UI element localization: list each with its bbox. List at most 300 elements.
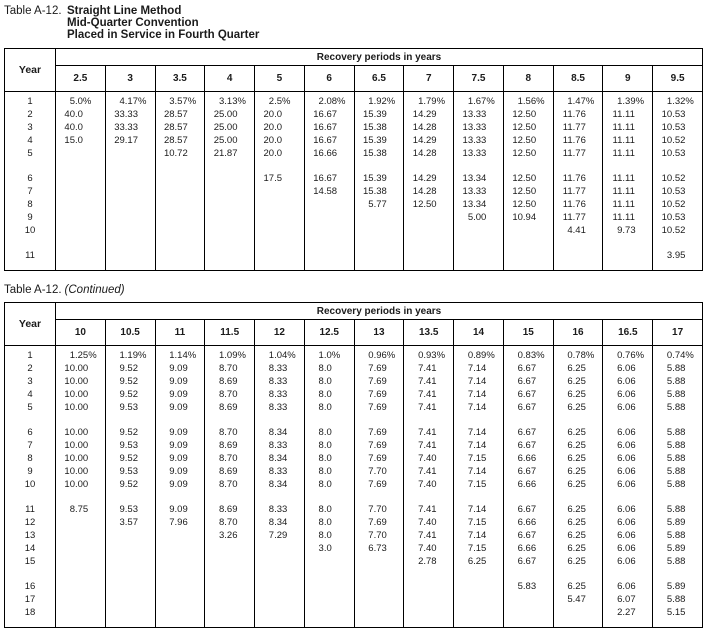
spacer-cell [503,160,553,172]
value-cell [205,211,255,224]
value-cell: 6 .06 [603,465,653,478]
value-cell: 6 .06 [603,362,653,375]
value-cell: 8 .0 [304,426,354,439]
table2-label: Table A-12. [4,284,62,296]
table-row [5,92,703,108]
value-cell: 8 .0 [304,478,354,491]
spacer-cell [503,237,553,249]
value-cell: 6 .07 [603,593,653,606]
spacer-cell [304,237,354,249]
spacer-cell [56,160,106,172]
value-cell: 15 .38 [354,185,404,198]
value-cell: 11 .77 [553,185,603,198]
recovery-period-column-header: 5 [255,66,305,92]
value-cell: 6 .67 [503,362,553,375]
value-cell [155,172,205,185]
value-cell: 20 .0 [255,108,305,121]
value-cell [56,224,106,237]
recovery-period-column-header: 7 [404,66,454,92]
value-cell [155,542,205,555]
value-cell: 5 .88 [653,593,703,606]
value-cell: 8 .69 [205,439,255,452]
value-cell: 6 .67 [503,465,553,478]
value-cell: 6 .25 [553,465,603,478]
value-cell [603,249,653,262]
value-cell [354,224,404,237]
value-cell: 6 .25 [553,516,603,529]
value-cell: 16 .67 [304,172,354,185]
value-cell [454,606,504,619]
spacer-cell [5,568,56,580]
year-column-header: Year [5,49,56,92]
spacer-cell [304,491,354,503]
value-cell [454,249,504,262]
value-cell: 8 .0 [304,388,354,401]
value-cell [56,593,106,606]
value-cell [56,555,106,568]
value-cell: 7 .70 [354,465,404,478]
table-row [5,108,703,121]
spacer-cell [304,619,354,628]
value-cell [553,249,603,262]
value-cell: 10 .00 [56,478,106,491]
value-cell: 10 .00 [56,465,106,478]
recovery-period-column-header: 11 [155,320,205,346]
spacer-cell [653,160,703,172]
value-cell: 13 .33 [454,121,504,134]
value-cell: 12 .50 [503,121,553,134]
value-cell: 8 .34 [255,516,305,529]
value-cell [354,606,404,619]
spacer-cell [255,237,305,249]
value-cell: 1 .32% [653,92,703,108]
value-cell [304,198,354,211]
spacer-cell [653,619,703,628]
value-cell [553,606,603,619]
table-row [5,121,703,134]
spacer-cell [155,568,205,580]
value-cell: 9 .09 [155,478,205,491]
spacer-cell [56,414,106,426]
value-cell: 14 .28 [404,147,454,160]
spacer-cell [603,491,653,503]
spacer-cell [304,262,354,271]
spacer-cell [205,160,255,172]
year-cell: 6 [5,426,56,439]
value-cell: 6 .67 [503,439,553,452]
value-cell: 1 .79% [404,92,454,108]
value-cell: 2 .08% [304,92,354,108]
value-cell: 6 .06 [603,542,653,555]
recovery-period-column-header: 14 [454,320,504,346]
value-cell [304,593,354,606]
value-cell: 7 .70 [354,503,404,516]
spacer-cell [354,160,404,172]
value-cell [56,147,106,160]
value-cell: 5 .88 [653,555,703,568]
value-cell: 7 .41 [404,401,454,414]
table-row [5,593,703,606]
spacer-cell [404,619,454,628]
value-cell: 6 .67 [503,503,553,516]
value-cell: 7 .41 [404,439,454,452]
value-cell: 10 .53 [653,108,703,121]
value-cell: 5 .89 [653,542,703,555]
recovery-periods-span-header: Recovery periods in years [56,303,703,320]
value-cell: 5 .88 [653,529,703,542]
spacer-cell [454,262,504,271]
value-cell: 8 .33 [255,503,305,516]
value-cell: 16 .67 [304,108,354,121]
table1-title-line-1: Straight Line Method [67,5,182,17]
value-cell: 10 .00 [56,426,106,439]
spacer-cell [354,262,404,271]
recovery-period-column-header: 9.5 [653,66,703,92]
value-cell: 6 .06 [603,529,653,542]
value-cell: 15 .39 [354,134,404,147]
depreciation-table-fourth-quarter [4,48,703,271]
year-cell: 11 [5,503,56,516]
value-cell: 10 .52 [653,172,703,185]
value-cell: 9 .52 [105,478,155,491]
value-cell [205,555,255,568]
spacer-cell [503,262,553,271]
value-cell: 25 .00 [205,108,255,121]
value-cell: 1 .09% [205,346,255,362]
value-cell: 7 .40 [404,542,454,555]
value-cell: 6 .25 [553,478,603,491]
value-cell [205,593,255,606]
value-cell: 6 .25 [553,388,603,401]
spacer-cell [404,414,454,426]
value-cell [404,593,454,606]
spacer-cell [653,262,703,271]
value-cell: 11 .77 [553,211,603,224]
value-cell: 7 .41 [404,529,454,542]
recovery-period-column-header: 2.5 [56,66,106,92]
year-cell: 5 [5,147,56,160]
value-cell: 8 .0 [304,452,354,465]
table-row [5,172,703,185]
value-cell: 15 .38 [354,147,404,160]
value-cell: 11 .76 [553,108,603,121]
spacer-cell [255,568,305,580]
value-cell: 14 .58 [304,185,354,198]
value-cell [56,516,106,529]
table-row [5,516,703,529]
table-row [5,439,703,452]
table1-title [67,5,259,41]
value-cell: 1 .67% [454,92,504,108]
value-cell: 6 .67 [503,388,553,401]
spacer-cell [454,237,504,249]
spacer-cell [553,160,603,172]
value-cell [56,211,106,224]
year-cell: 17 [5,593,56,606]
value-cell: 1 .0% [304,346,354,362]
year-cell: 10 [5,224,56,237]
value-cell: 20 .0 [255,147,305,160]
table-row [5,224,703,237]
value-cell: 9 .53 [105,503,155,516]
value-cell: 5 .88 [653,375,703,388]
value-cell: 11 .11 [603,108,653,121]
recovery-period-column-header: 10 [56,320,106,346]
value-cell: 0 .76% [603,346,653,362]
value-cell: 7 .14 [454,426,504,439]
value-cell: 5 .15 [653,606,703,619]
value-cell [56,542,106,555]
value-cell [205,606,255,619]
value-cell: 2 .5% [255,92,305,108]
value-cell: 7 .40 [404,478,454,491]
spacer-cell [155,237,205,249]
value-cell: 8 .34 [255,426,305,439]
value-cell: 5 .89 [653,580,703,593]
value-cell: 5 .88 [653,426,703,439]
value-cell: 9 .09 [155,388,205,401]
value-cell: 15 .39 [354,108,404,121]
value-cell: 5 .77 [354,198,404,211]
value-cell: 10 .00 [56,439,106,452]
value-cell: 8 .69 [205,465,255,478]
value-cell: 7 .41 [404,375,454,388]
value-cell: 7 .41 [404,426,454,439]
value-cell [205,249,255,262]
recovery-period-column-header: 15 [503,320,553,346]
spacer-cell [304,160,354,172]
spacer-cell [354,619,404,628]
value-cell [354,211,404,224]
recovery-period-column-header: 16 [553,320,603,346]
value-cell: 6 .25 [553,555,603,568]
value-cell: 6 .06 [603,452,653,465]
recovery-period-column-header: 13 [354,320,404,346]
value-cell: 33 .33 [105,121,155,134]
value-cell [255,249,305,262]
spacer-cell [105,160,155,172]
value-cell: 0 .93% [404,346,454,362]
value-cell: 10 .53 [653,185,703,198]
value-cell: 8 .0 [304,529,354,542]
value-cell: 5 .89 [653,516,703,529]
value-cell: 1 .04% [255,346,305,362]
table2-continued-label: (Continued) [64,284,125,296]
value-cell [105,147,155,160]
spacer-cell [404,160,454,172]
value-cell [354,555,404,568]
spacer-cell [354,414,404,426]
value-cell: 9 .53 [105,439,155,452]
value-cell: 8 .69 [205,503,255,516]
value-cell: 11 .76 [553,134,603,147]
table1-title-line-3: Placed in Service in Fourth Quarter [67,29,260,41]
value-cell [105,580,155,593]
value-cell: 8 .0 [304,516,354,529]
recovery-period-column-header: 6 [304,66,354,92]
value-cell: 6 .25 [553,503,603,516]
spacer-cell [603,160,653,172]
value-cell [105,211,155,224]
value-cell: 5 .88 [653,452,703,465]
value-cell [503,249,553,262]
spacer-row [5,414,703,426]
value-cell: 7 .69 [354,516,404,529]
value-cell [304,606,354,619]
value-cell: 7 .69 [354,388,404,401]
year-cell: 2 [5,108,56,121]
value-cell [205,198,255,211]
value-cell: 10 .52 [653,198,703,211]
value-cell: 7 .69 [354,401,404,414]
value-cell: 10 .00 [56,401,106,414]
value-cell: 6 .06 [603,580,653,593]
value-cell: 6 .06 [603,478,653,491]
spacer-cell [553,414,603,426]
value-cell: 6 .06 [603,375,653,388]
value-cell: 6 .67 [503,426,553,439]
value-cell: 8 .0 [304,465,354,478]
value-cell: 7 .69 [354,439,404,452]
value-cell: 10 .53 [653,147,703,160]
value-cell: 1 .56% [503,92,553,108]
year-cell: 4 [5,134,56,147]
value-cell: 6 .25 [553,542,603,555]
value-cell: 7 .14 [454,388,504,401]
value-cell: 8 .0 [304,362,354,375]
value-cell: 9 .53 [105,465,155,478]
year-cell: 7 [5,439,56,452]
value-cell: 3 .57% [155,92,205,108]
spacer-cell [205,414,255,426]
table-row [5,478,703,491]
year-cell: 12 [5,516,56,529]
value-cell [205,580,255,593]
value-cell: 3 .95 [653,249,703,262]
value-cell: 10 .94 [503,211,553,224]
value-cell: 10 .00 [56,452,106,465]
value-cell [304,211,354,224]
value-cell: 14 .28 [404,121,454,134]
spacer-cell [56,262,106,271]
spacer-cell [603,568,653,580]
recovery-periods-span-header: Recovery periods in years [56,49,703,66]
value-cell: 13 .33 [454,147,504,160]
value-cell [255,185,305,198]
value-cell: 33 .33 [105,108,155,121]
value-cell: 5 .88 [653,503,703,516]
value-cell: 5 .83 [503,580,553,593]
value-cell: 10 .53 [653,211,703,224]
value-cell: 21 .87 [205,147,255,160]
value-cell: 8 .69 [205,375,255,388]
value-cell: 9 .53 [105,401,155,414]
value-cell [105,172,155,185]
table-row [5,249,703,262]
year-cell: 1 [5,92,56,108]
value-cell [155,224,205,237]
value-cell: 7 .14 [454,529,504,542]
value-cell [354,580,404,593]
value-cell: 3 .57 [105,516,155,529]
table-row [5,134,703,147]
spacer-cell [404,491,454,503]
spacer-cell [155,491,205,503]
year-cell: 2 [5,362,56,375]
value-cell: 7 .15 [454,452,504,465]
value-cell: 8 .70 [205,452,255,465]
value-cell [105,542,155,555]
value-cell [255,542,305,555]
spacer-cell [205,237,255,249]
value-cell: 6 .06 [603,503,653,516]
value-cell [404,606,454,619]
value-cell: 9 .09 [155,362,205,375]
value-cell: 6 .67 [503,401,553,414]
value-cell: 8 .33 [255,375,305,388]
year-cell: 13 [5,529,56,542]
value-cell: 25 .00 [205,121,255,134]
depreciation-table-fourth-quarter-continued [4,302,703,628]
value-cell [503,224,553,237]
value-cell [105,198,155,211]
value-cell: 7 .41 [404,465,454,478]
spacer-cell [5,414,56,426]
value-cell: 8 .33 [255,362,305,375]
table-row [5,542,703,555]
value-cell [56,529,106,542]
spacer-cell [454,414,504,426]
spacer-cell [603,262,653,271]
value-cell: 6 .06 [603,401,653,414]
value-cell [155,529,205,542]
recovery-period-column-header: 17 [653,320,703,346]
value-cell: 6 .67 [503,375,553,388]
value-cell: 11 .11 [603,185,653,198]
spacer-cell [354,237,404,249]
value-cell [354,249,404,262]
value-cell: 9 .09 [155,401,205,414]
spacer-cell [553,237,603,249]
value-cell: 8 .70 [205,516,255,529]
spacer-cell [56,568,106,580]
value-cell: 9 .52 [105,426,155,439]
value-cell: 6 .66 [503,452,553,465]
value-cell [255,606,305,619]
value-cell: 10 .00 [56,375,106,388]
spacer-cell [155,160,205,172]
value-cell [304,555,354,568]
recovery-period-column-header: 6.5 [354,66,404,92]
spacer-cell [603,237,653,249]
value-cell: 7 .69 [354,452,404,465]
table1-label: Table A-12. [4,5,62,17]
spacer-cell [553,568,603,580]
value-cell: 8 .70 [205,362,255,375]
value-cell: 9 .09 [155,465,205,478]
value-cell: 9 .09 [155,503,205,516]
value-cell: 12 .50 [503,134,553,147]
value-cell: 5 .88 [653,439,703,452]
value-cell: 10 .00 [56,388,106,401]
value-cell: 16 .66 [304,147,354,160]
table-row [5,375,703,388]
value-cell: 5 .88 [653,401,703,414]
spacer-cell [653,568,703,580]
value-cell: 7 .14 [454,503,504,516]
table-row [5,426,703,439]
value-cell: 10 .53 [653,121,703,134]
